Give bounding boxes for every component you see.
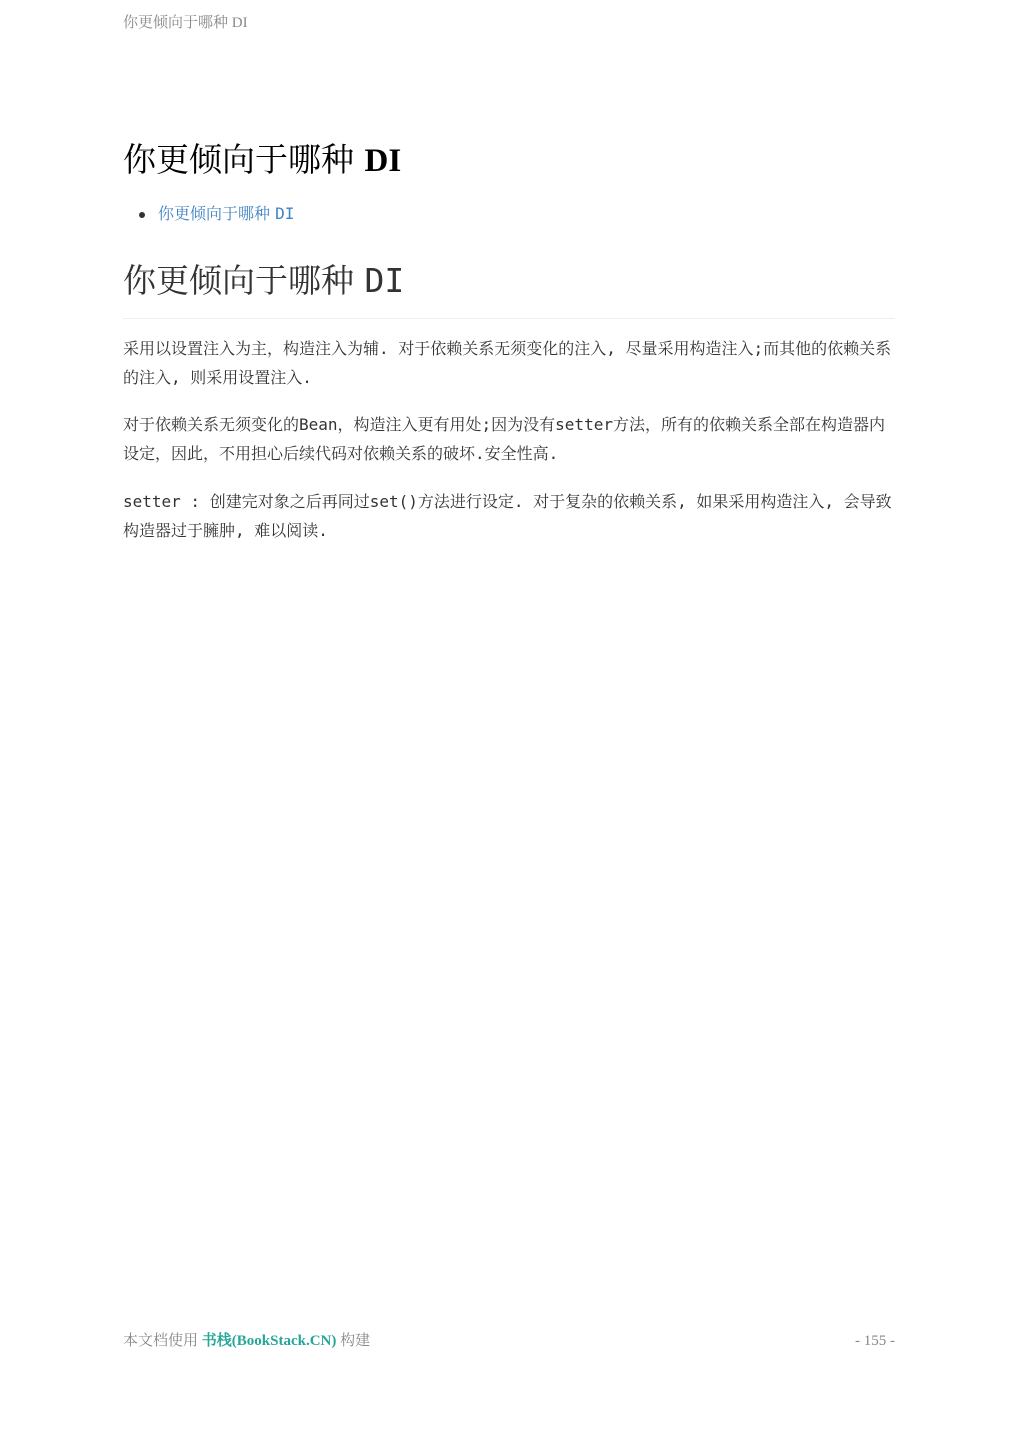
paragraph-2: 对于依赖关系无须变化的Bean，构造注入更有用处;因为没有setter方法，所有的依赖关系全部在构造器内设定，因此，不用担心后续代码对依赖关系的破坏.安全性高.	[123, 415, 885, 463]
chapter-title	[123, 138, 401, 183]
chapter-title-latin: DI	[364, 143, 402, 179]
page-number: - 155 -	[855, 1333, 895, 1349]
section-title	[123, 258, 895, 319]
running-header: 你更倾向于哪种 DI	[123, 15, 248, 31]
footer-suffix: 构建	[336, 1333, 371, 1349]
section-title-cjk: 你更倾向于哪种	[123, 261, 365, 300]
footer-prefix: 本文档使用	[123, 1333, 202, 1349]
paragraph-1: 采用以设置注入为主，构造注入为辅. 对于依赖关系无须变化的注入, 尽量采用构造注入;而其他的依赖关系的注入, 则采用设置注入.	[123, 339, 892, 387]
paragraph-3: setter : 创建完对象之后再同过set()方法进行设定. 对于复杂的依赖关系, 如果采用构造注入, 会导致构造器过于臃肿, 难以阅读.	[123, 492, 892, 540]
chapter-title-cjk: 你更倾向于哪种	[123, 140, 365, 179]
table-of-contents	[123, 201, 294, 227]
toc-item	[123, 201, 294, 227]
toc-link-cjk: 你更倾向于哪种	[158, 204, 276, 223]
toc-link[interactable]	[158, 204, 294, 223]
footer-brand-link[interactable]: 书栈(BookStack.CN)	[201, 1333, 337, 1349]
footer-credit	[123, 1331, 370, 1351]
bullet-icon	[139, 212, 145, 218]
section-title-latin: DI	[364, 261, 405, 300]
toc-link-latin: DI	[275, 204, 295, 223]
